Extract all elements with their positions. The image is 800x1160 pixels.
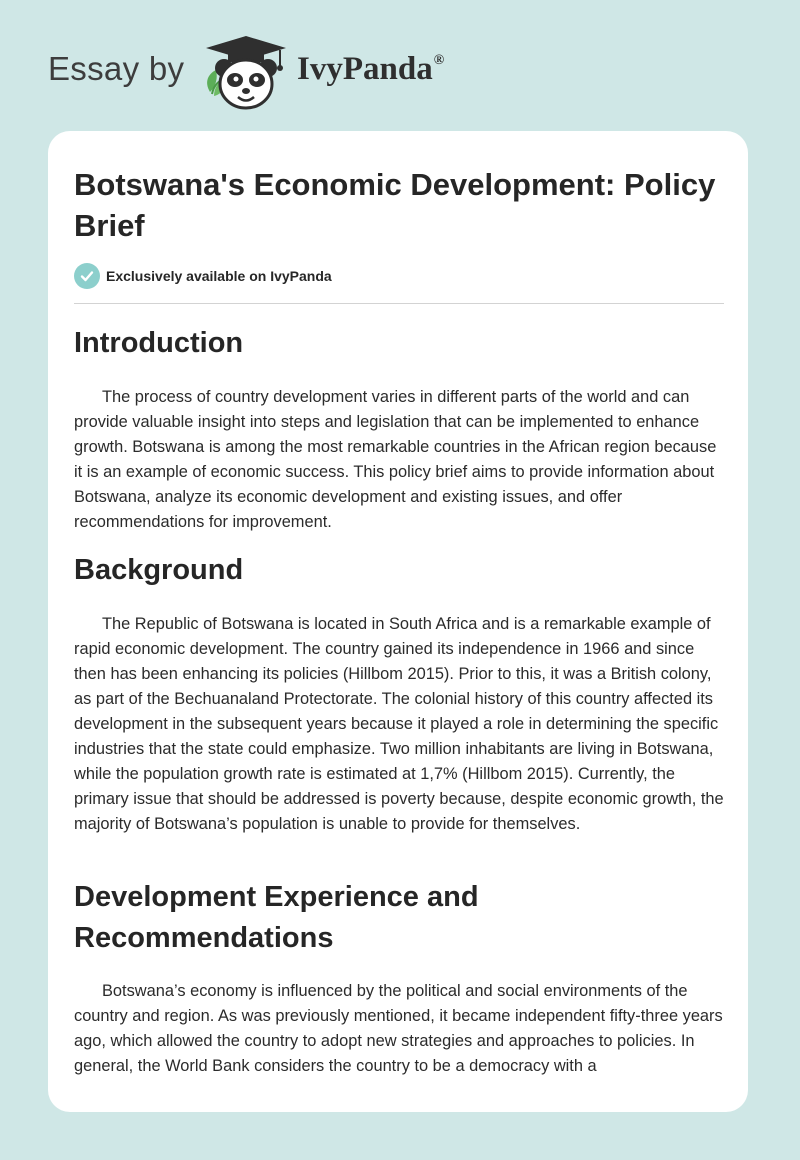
check-circle-icon [74,263,100,289]
panda-logo-icon[interactable] [200,34,292,112]
site-header [0,0,800,130]
section-text-introduction: The process of country development varies in different parts of the world and can provide valuable insight into steps and legislation that can be implemented to enhance growth. Botswana is among the most remarkable countries in the African region because it is an example of economic success. This policy brief aims to provide information about Botswana, analyze its economic development and existing issues, and offer recommendations for improvement. [74,388,717,531]
registered-mark: ® [433,53,445,68]
exclusive-badge-text: Exclusively available on IvyPanda [106,268,332,284]
section-heading-development-experience: Development Experience and Recommendations [74,881,479,954]
exclusive-badge [74,263,332,289]
essay-by-label: Essay by [48,50,185,87]
divider [74,303,724,304]
brand-name[interactable]: IvyPanda® [297,51,445,87]
section-heading-background: Background [74,554,244,586]
essay-card [48,131,748,1112]
section-heading-introduction: Introduction [74,327,244,359]
section-text-development-experience: Botswana’s economy is influenced by the political and social environments of the country and region. As was previously mentioned, it became independent fifty-three years ago, which allowed the country to adopt new strategies and approaches to policies. In general, the World Bank considers the country to be a democracy with a [74,982,723,1075]
page-title: Botswana's Economic Development: Policy Brief [74,167,716,243]
section-text-background: The Republic of Botswana is located in South Africa and is a remarkable example of rapid economic development. The country gained its independence in 1966 and since then has been enhancing its policies (Hillbom 2015). Prior to this, it was a British colony, as part of the Bechuanaland Protectorate. The colonial history of this country affected its development in the subsequent years because it played a role in determining the specific industries that the state could emphasize. Two million inhabitants are living in Botswana, while the population growth rate is estimated at 1,7% (Hillbom 2015). Currently, the primary issue that should be addressed is poverty because, despite economic growth, the majority of Botswana’s population is unable to provide for themselves. [74,615,724,833]
